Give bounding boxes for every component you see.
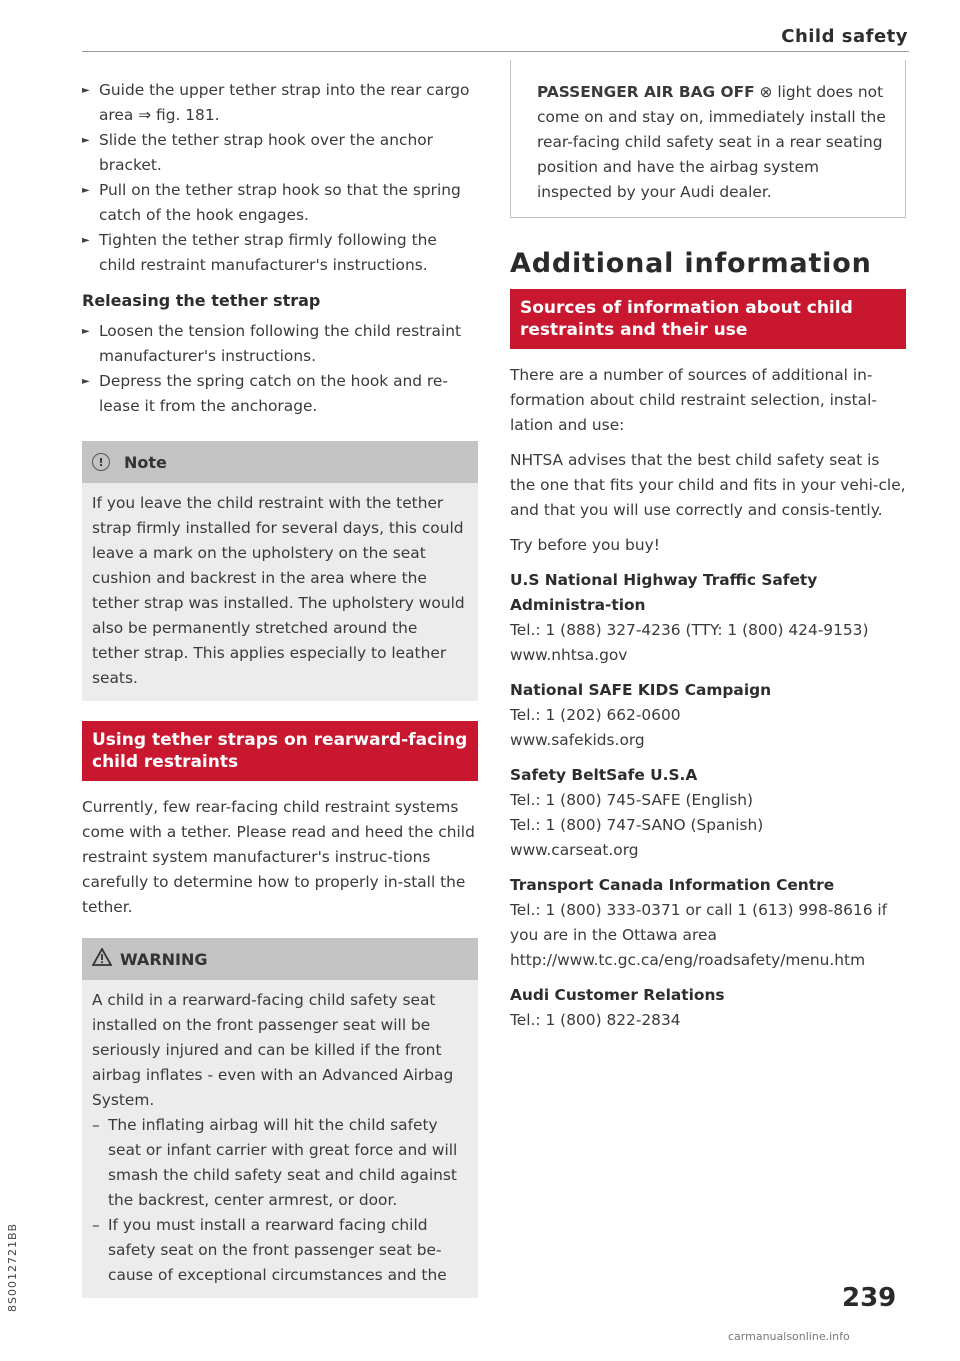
warning-triangle-icon [92,948,112,970]
releasing-list [82,319,478,419]
section-header: Child safety [781,26,908,47]
warning-text: A child in a rearward-facing child safety seat installed on the front passenger seat will be seriously injured and can be killed if the front airbag inflates - even with an Advanced Airbag System. [92,991,454,1109]
note-header [82,441,478,483]
contact-line: Tel.: 1 (202) 662-0600 [510,706,681,724]
list-item: ► Guide the upper tether strap into the rear cargo area ⇒ fig. 181. [82,78,478,128]
warning-body [82,980,478,1298]
nhtsa-advice: NHTSA advises that the best child safety seat is the one that fits your child and fits in your vehi-cle, and that you will use correctly and consis-tently. [510,451,906,519]
warning-box [82,938,478,1298]
note-title: Note [124,452,167,472]
airbag-off-symbol-icon: ⊗ [759,83,773,101]
note-body [82,483,478,701]
additional-info-heading: Additional information [510,248,872,279]
contact-line: Tel.: 1 (800) 333-0371 or call 1 (613) 998-8616 if you are in the Ottawa area [510,901,888,944]
right-column [510,60,906,1033]
sources-section-title: Sources of information about child restraints and their use [510,289,906,349]
list-item: – The inflating airbag will hit the child safety seat or infant carrier with great force and will smash the child safety seat and child against the backrest, center armrest, or door. [92,1113,468,1213]
list-item: ► Slide the tether strap hook over the anchor bracket. [82,128,478,178]
contact-name: Audi Customer Relations [510,986,725,1004]
watermark: carmanualsonline.info [728,1330,850,1343]
note-text: If you leave the child restraint with the tether strap firmly installed for several days, this could leave a mark on the upholstery on the seat cushion and backrest in the area where the tether strap was installed. The upholstery would also be permanently stretched around the tether strap. This applies especially to leather seats. [92,494,465,687]
contact-block [510,983,906,1033]
warning-title: WARNING [120,949,208,969]
contact-line: www.safekids.org [510,731,645,749]
list-item: – If you must install a rearward facing child safety seat on the front passenger seat be-cause of exceptional circumstances and the [92,1213,468,1288]
info-circle-icon: ! [92,453,110,471]
contact-name: U.S National Highway Traffic Safety Administra-tion [510,571,818,614]
airbag-warning-box [510,60,906,218]
contact-line: Tel.: 1 (800) 822-2834 [510,1011,681,1029]
try-before-buy: Try before you buy! [510,536,660,554]
contact-line: www.carseat.org [510,841,639,859]
instruction-list [82,78,478,278]
contact-block [510,678,906,753]
rearward-section-title: Using tether straps on rearward-facing child restraints [82,721,478,781]
contact-line: Tel.: 1 (800) 747-SANO (Spanish) [510,816,764,834]
contact-block [510,873,906,973]
contact-block [510,763,906,863]
airbag-warning-body: light does not come on and stay on, immediately install the rear-facing child safety seat in a rear seating position and have the airbag system inspected by your Audi dealer. [537,83,886,201]
warning-header [82,938,478,980]
contact-line: www.nhtsa.gov [510,646,628,664]
airbag-warning-text [537,80,891,205]
contact-name: National SAFE KIDS Campaign [510,681,772,699]
page-number: 239 [842,1283,897,1313]
header-rule [82,51,909,52]
list-item: ► Loosen the tension following the child restraint manufacturer's instructions. [82,319,478,369]
rearward-text: Currently, few rear-facing child restraint systems come with a tether. Please read and heed the child restraint system manufacturer's instruc-tions carefully to determine how to properly in-stall the tether. [82,798,475,916]
list-item: ► Depress the spring catch on the hook and re-lease it from the anchorage. [82,369,478,419]
airbag-off-label: PASSENGER AIR BAG OFF [537,83,755,101]
contact-line: Tel.: 1 (800) 745-SAFE (English) [510,791,754,809]
document-code: 8S0012721BB [6,1222,19,1312]
list-item: ► Pull on the tether strap hook so that the spring catch of the hook engages. [82,178,478,228]
note-box [82,441,478,701]
releasing-heading: Releasing the tether strap [82,291,321,310]
sources-intro: There are a number of sources of additional in-formation about child restraint selection, instal-lation and use: [510,366,877,434]
contact-line: Tel.: 1 (888) 327-4236 (TTY: 1 (800) 424-9153) [510,621,869,639]
contact-name: Safety BeltSafe U.S.A [510,766,698,784]
left-column [82,60,478,1298]
warning-list [92,1113,468,1288]
contact-block [510,568,906,668]
contact-line: http://www.tc.gc.ca/eng/roadsafety/menu.htm [510,951,866,969]
contact-name: Transport Canada Information Centre [510,876,835,894]
list-item: ► Tighten the tether strap firmly following the child restraint manufacturer's instructions. [82,228,478,278]
